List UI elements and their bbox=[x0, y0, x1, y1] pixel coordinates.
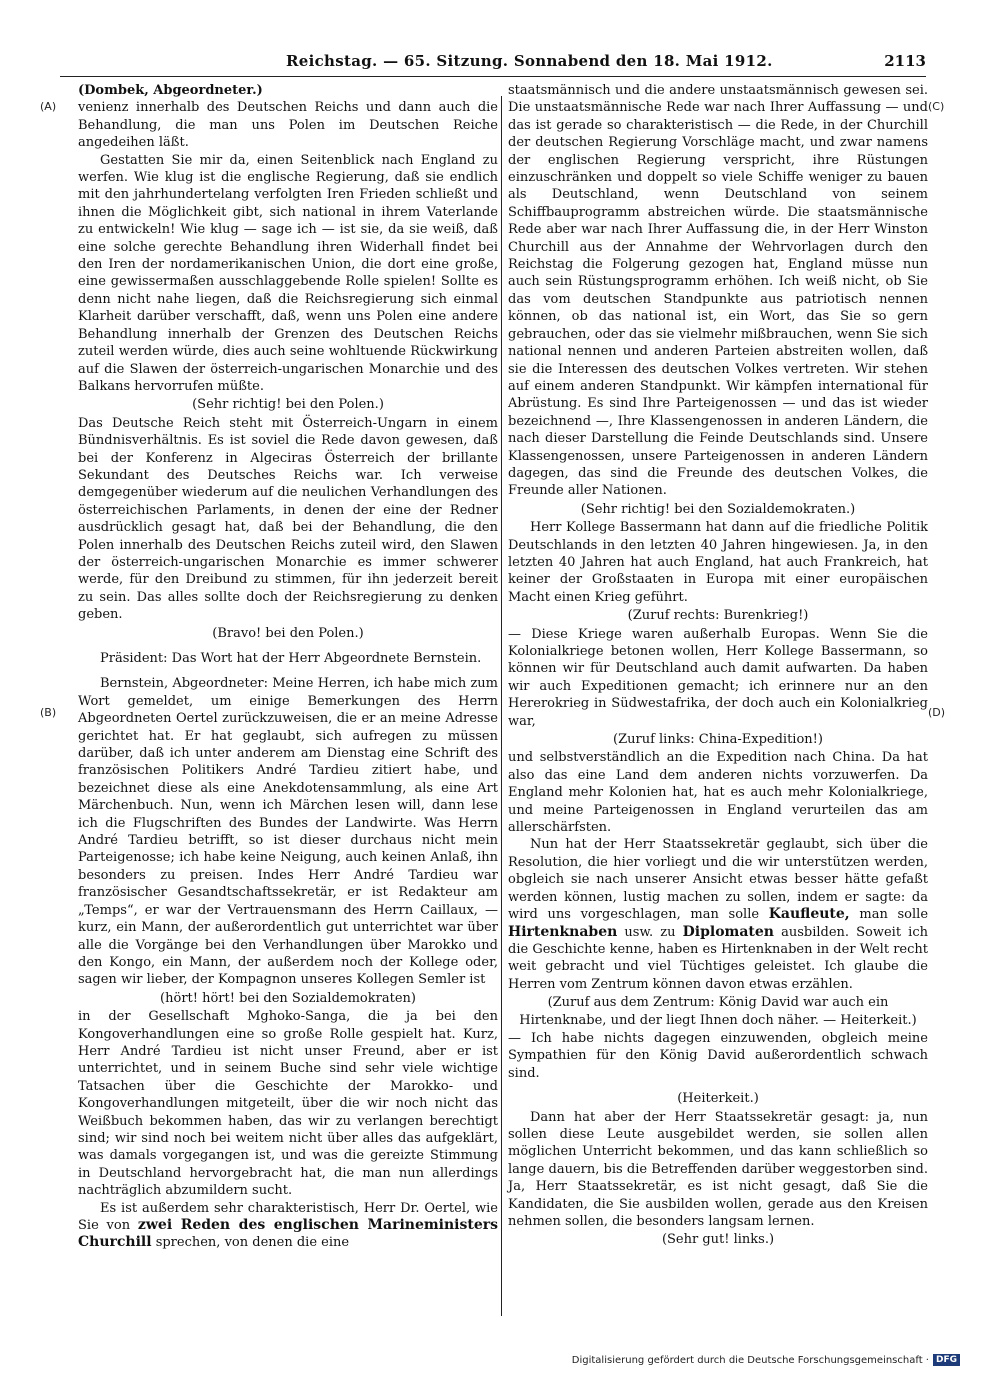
text-run: man solle bbox=[859, 907, 929, 923]
speech-bernstein: Bernstein, Abgeordneter: Meine Herren, ich habe mich zum Wort gemeldet, um einige Bemerkungen des Herrn Abgeordneten Oertel zurückzuweisen, die er an meine Adresse gerichtet hat. Er hat geglaubt, sich aufregen zu müssen darüber, daß ich unter anderem am Dienstag eine Schrift des französischen Politikers André Tardieu zitiert habe, und bezeichnet diese als eine Anekdotensammlung, als eine Art Märchenbuch. Nun, wenn ich Märchen lesen will, dann lese ich die Flugschriften des Bundes der Landwirte. Was Herrn André Tardieu betrifft, so ist dieser durchaus nicht mein Parteigenosse; ich habe keine Neigung, auch keinen Anlaß, ihn besonders zu preisen. Indes Herr André Tardieu war französischer Gesandtschaftssekretär, er ist Redakteur am „Temps“, er war der Vertrauensmann des Herrn Caillaux, — kurz, ein Mann, der außerordentlich gut unterrichtet war über alle die Vorgänge bei den Verhandlungen über Marokko und den Kongo, ein Mann, der außerdem noch der Kollege oder, sagen wir lieber, der Kompagnon unseres Kollegen Semler ist bbox=[78, 676, 498, 988]
interjection: (Zuruf links: China-Expedition!) bbox=[613, 732, 823, 748]
emphasis-text: Hirtenknaben bbox=[508, 923, 618, 940]
right-column bbox=[508, 82, 928, 1250]
margin-marker-a: (A) bbox=[40, 100, 57, 113]
paragraph: — Diese Kriege waren außerhalb Europas. Wenn Sie die Kolonialkriege betonen wollen, Herr Kollege Bassermann, so können wir für Deutschland auch damit aufwarten. Da haben wir auch Expeditionen gemacht; ich erinnere nur an den Hererokrieg in Südwestafrika, der doch auch ein Kolonialkrieg war, bbox=[508, 626, 928, 729]
interjection: (Bravo! bei den Polen.) bbox=[212, 625, 364, 641]
text-run: Es ist außerdem sehr charakteristisch, Herr Dr. Oertel, wie Sie von bbox=[78, 1200, 498, 1233]
left-column bbox=[78, 82, 498, 1252]
paragraph: staatsmännisch und die andere unstaatsmännisch gewesen sei. Die unstaatsmännische Rede war nach Ihrer Auffassung — und das ist gerade so charakteristisch — die Rede, in der Churchill der deutschen Regierung Vorschläge macht, und zwar namens der englischen Regierung verspricht, ihre Rüstungen einzuschränken und doppelt so viele Schiffe weniger zu bauen als Deutschland, wenn Deutschland von seinem Schiffbauprogramm abstreichen würde. Die staatsmännische Rede aber war nach Ihrer Auffassung die, in der Herr Winston Churchill aus der Annahme der Wehrvorlagen durch den Reichstag die Folgerung gezogen hat, England müsse nun auch sein Rüstungsprogramm erhöhen. Ich weiß nicht, ob Sie das vom deutschen Standpunkte aus patriotisch nennen können, ob das national ist, ein Wort, das Sie so gern gebrauchen, oder das sie vielmehr mißbrauchen, wenn Sie sich national nennen und anderen Parteien abstreiten wollen, daß sie die Interessen des deutschen Volkes vertreten. Wir stehen auf einem anderen Standpunkt. Wir kämpfen international für Abrüstung. Es sind Ihre Parteigenossen — und das ist wieder bezeichnend —, Ihre Klassengenossen in anderen Ländern, die nach dieser Darstellung die Feinde Deutschlands sind. Unsere Klassengenossen, unsere Parteigenossen in anderen Ländern dagegen, das sind die Freunde des deutschen Volkes, die Freunde aller Nationen. bbox=[508, 83, 928, 499]
dfg-logo-icon: DFG bbox=[933, 1354, 960, 1366]
paragraph: und selbstverständlich an die Expedition nach China. Da hat also das eine Land dem anderen nichts vorzuwerfen. Da England mehr Kolonien hat, hat es auch mehr Kolonialkriege, und meine Parteigenossen in England verurteilen das am allerschärfsten. bbox=[508, 750, 928, 836]
paragraph: Gestatten Sie mir da, einen Seitenblick nach England zu werfen. Wie klug ist die englische Regierung, daß sie endlich mit den jahrhundertelang verfolgten Iren Frieden schließt und ihnen die Möglichkeit gibt, sich national in ihrem Vaterlande zu entwickeln! Wie klug — sage ich — ist sie, da sie weiß, daß eine solche gerechte Behandlung ihren Widerhall findet bei den Iren der nordamerikanischen Union, die dort eine große, eine gewissermaßen ausschlaggebende Rolle spielen! Sollte es denn nicht nahe liegen, daß die Reichsregierung sich einmal Klarheit darüber verschafft, daß, wenn uns Polen eine andere Behandlung innerhalb der Grenzen des Deutschen Reichs zuteil werden würde, dies auch seine wohltuende Rückwirkung auf die Slawen der österreich-ungarischen Monarchie und des Balkans hervorrufen müßte. bbox=[78, 152, 498, 394]
emphasis-text: Diplomaten bbox=[682, 923, 774, 940]
emphasis-text: Kaufleute, bbox=[768, 906, 850, 923]
paragraph bbox=[508, 836, 928, 993]
margin-marker-c: (C) bbox=[928, 100, 945, 113]
paragraph: Herr Kollege Bassermann hat dann auf die friedliche Politik Deutschlands in den letzten 40 Jahren hingewiesen. Ja, in den letzten 40 Jahren hat auch England, hat auch Frankreich, hat keiner der Großstaaten in Europa mit einer europäischen Macht einen Krieg geführt. bbox=[508, 520, 928, 605]
interjection: (Zuruf rechts: Burenkrieg!) bbox=[627, 608, 809, 624]
digitization-footer bbox=[572, 1352, 960, 1368]
interjection: (Zuruf aus dem Zentrum: König David war auch ein Hirtenknabe, und der liegt Ihnen doch näher. — Heiterkeit.) bbox=[519, 995, 917, 1028]
interjection: (Sehr gut! links.) bbox=[661, 1232, 775, 1248]
paragraph: Dann hat aber der Herr Staatssekretär gesagt: ja, nun sollen diese Leute ausgebildet werden, sie sollen allen möglichen Unterricht bekommen, und das kann schließlich so lange dauern, bis die Betreffenden darüber weggestorben sind. Ja, Herr Staatssekretär, es ist nicht gesagt, daß Sie die Kandidaten, die Sie ausbilden wollen, gerade aus den Kreisen nehmen sollen, die besonders langsam lernen. bbox=[508, 1109, 928, 1229]
interjection: (Sehr richtig! bei den Polen.) bbox=[192, 397, 384, 413]
paragraph bbox=[78, 1200, 498, 1252]
column-divider bbox=[501, 96, 502, 1316]
text-run: Nun hat der Herr Staatssekretär geglaubt, sich über die Resolution, die hier vorliegt und die wir unterstützen werden, obgleich sie nach unserer Ansicht etwas besser hätte gefaßt werden können, lustig machen zu sollen, indem er sagte: da wird uns vorgeschlagen, man solle bbox=[508, 837, 928, 923]
header-rule bbox=[60, 76, 926, 77]
text-run: ausbilden. Soweit ich die Geschichte kenne, haben es Hirtenknaben in der Welt recht weit gebracht und viel Tüchtiges geleistet. Ich glaube die Herren vom Zentrum können davon etwas erzählen. bbox=[508, 924, 928, 992]
interjection: (Heiterkeit.) bbox=[677, 1091, 759, 1107]
page-number: 2113 bbox=[884, 52, 926, 70]
paragraph: Das Deutsche Reich steht mit Österreich-Ungarn in einem Bündnisverhältnis. Es ist soviel die Rede davon gewesen, daß bei der Konferenz in Algeciras Österreich der brillante Sekundant des Deutsches Reichs war. Ich verweise demgegenüber wiederum auf die neulichen Verhandlungen des österreichischen Parlaments, in denen der eine der Redner ausdrücklich gesagt hat, daß bei der Behandlung, die den Polen innerhalb des Deutschen Reichs zuteil wird, den Slawen der österreich-ungarischen Monarchie es immer schwerer werde, für den Dreibund zu stimmen, für ihn jederzeit bereit zu sein. Das alles sollte doch der Reichsregierung zu denken geben. bbox=[78, 415, 498, 623]
speaker-continuation: (Dombek, Abgeordneter.) bbox=[78, 83, 263, 98]
president-statement: Präsident: Das Wort hat der Herr Abgeordnete Bernstein. bbox=[100, 651, 482, 666]
running-header bbox=[60, 52, 926, 74]
text-run: sprechen, von denen die eine bbox=[155, 1235, 350, 1251]
paragraph: in der Gesellschaft Mghoko-Sanga, die ja bei den Kongoverhandlungen eine so große Rolle gespielt hat. Kurz, Herr André Tardieu ist nicht unser Freund, aber er ist unterrichtet, und in seinem Buche sind sehr viele wichtige Tatsachen über die Geschichte der Marokko- und Kongoverhandlungen mitgeteilt, über die wir noch nicht das Weißbuch bekommen haben, das wir zu verlangen berechtigt sind; wir sind noch bei weitem nicht über alles das aufgeklärt, was damals vorgegangen ist, und was die gereizte Stimmung in Deutschland hervorgebracht hat, die man nun allerdings nachträglich abzumildern sucht. bbox=[78, 1009, 498, 1199]
paragraph: — Ich habe nichts dagegen einzuwenden, obgleich meine Sympathien für den König David außerordentlich schwach sind. bbox=[508, 1030, 928, 1081]
interjection: (Sehr richtig! bei den Sozialdemokraten.) bbox=[580, 501, 856, 517]
emphasis-text: zwei Reden des englischen Marineministers Churchill bbox=[78, 1217, 498, 1251]
margin-marker-b: (B) bbox=[40, 706, 57, 719]
header-title: Reichstag. — 65. Sitzung. Sonnabend den 18. Mai 1912. bbox=[286, 52, 773, 70]
footer-text: Digitalisierung gefördert durch die Deutsche Forschungsgemeinschaft · bbox=[571, 1354, 929, 1366]
interjection: (hört! hört! bei den Sozialdemokraten) bbox=[160, 990, 416, 1006]
text-run: usw. zu bbox=[624, 924, 676, 940]
margin-marker-d: (D) bbox=[928, 706, 946, 719]
paragraph: venienz innerhalb des Deutschen Reichs und dann auch die Behandlung, die man uns Polen im Deutschen Reiche angedeihen läßt. bbox=[78, 100, 498, 151]
